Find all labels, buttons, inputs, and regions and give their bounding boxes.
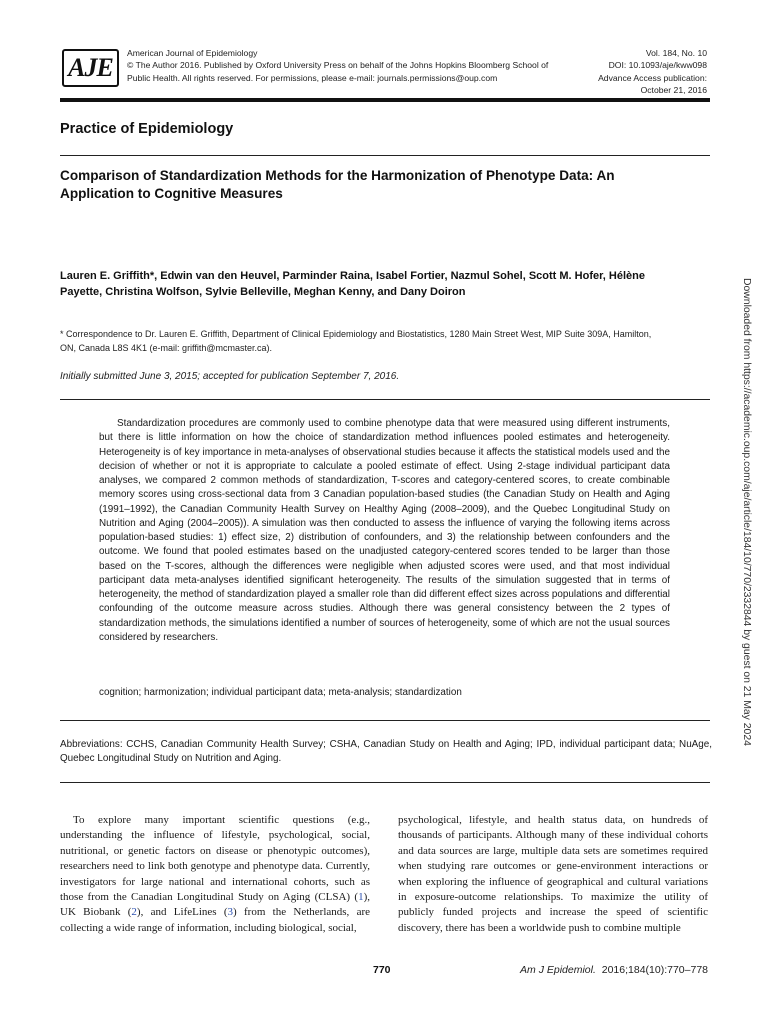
section-heading: Practice of Epidemiology bbox=[60, 121, 234, 137]
header-right bbox=[507, 47, 707, 97]
journal-logo: AJE bbox=[62, 49, 119, 87]
footer-citation bbox=[520, 964, 708, 976]
body-text: ) from the Netherlands, are collecting a wide range of information, including biological, social, bbox=[60, 906, 371, 934]
download-sidebar bbox=[740, 278, 754, 778]
copyright-line-2: Public Health. All rights reserved. For permissions, please e-mail: journals.permissions@oup.com bbox=[127, 72, 498, 83]
footer-journal: Am J Epidemiol. bbox=[520, 964, 596, 976]
body-column-right bbox=[398, 813, 708, 936]
body-text: ), UK Biobank ( bbox=[60, 891, 370, 919]
volume: Vol. 184, No. 10 bbox=[645, 48, 707, 58]
body-paragraph bbox=[60, 813, 370, 936]
doi: DOI: 10.1093/aje/kww098 bbox=[608, 60, 707, 71]
keywords: cognition; harmonization; individual participant data; meta-analysis; standardization bbox=[99, 687, 462, 698]
abstract-top-rule bbox=[60, 399, 710, 400]
correspondence: * Correspondence to Dr. Lauren E. Griffith, Department of Clinical Epidemiology and Biostatistics, 1280 Main Street West, MIP Suite 309A, Hamilton, ON, Canada L8S 4K1 (e-mail: griffith@mcmaster.ca). bbox=[60, 329, 652, 353]
copyright-line: © The Author 2016. Published by Oxford University Press on behalf of the Johns Hopkins Bloomberg School of bbox=[127, 60, 549, 71]
citation-link-2[interactable]: 2 bbox=[131, 906, 137, 919]
body-text: ), and LifeLines ( bbox=[136, 906, 228, 919]
header-left bbox=[127, 47, 557, 84]
body-text: To explore many important scientific questions (e.g., understanding the influence of lifestyle, psychological, social, nutritional, or genetic factors on disease or phenotypic outcomes), researchers need to link both genotype and phenotype data. Currently, investigators for large national and international cohorts, such as those from the Canadian Longitudinal Study on Aging (CLSA) ( bbox=[60, 814, 370, 904]
journal-name: American Journal of Epidemiology bbox=[127, 48, 258, 58]
article-title: Comparison of Standardization Methods for the Harmonization of Phenotype Data: An Application to Cognitive Measures bbox=[60, 168, 615, 201]
body-column-left bbox=[60, 813, 370, 936]
page-number: 770 bbox=[373, 964, 391, 976]
section-rule bbox=[60, 155, 710, 156]
header-rule bbox=[60, 98, 710, 102]
abstract bbox=[99, 417, 670, 645]
citation-link-1[interactable]: 1 bbox=[358, 891, 364, 904]
abbreviations: Abbreviations: CCHS, Canadian Community Health Survey; CSHA, Canadian Study on Health and Aging; IPD, individual participant data; NuAge, Quebec Longitudinal Study on Nutrition and Aging. bbox=[60, 739, 712, 764]
download-notice: Downloaded from https://academic.oup.com/aje/article/184/10/770/2332844 by guest on 21 May 2024 bbox=[741, 278, 752, 746]
advance-access: Advance Access publication: bbox=[598, 72, 707, 83]
citation-link-3[interactable]: 3 bbox=[227, 906, 234, 919]
abstract-bottom-rule bbox=[60, 720, 710, 721]
body-top-rule bbox=[60, 782, 710, 783]
publication-date: October 21, 2016 bbox=[640, 85, 707, 96]
body-paragraph: psychological, lifestyle, and health status data, on hundreds of thousands of participants. Although many of these individual cohorts and data sources are large, multiple data sets are sometimes required when studying rare outcomes or gene-environment interactions or when exploring the influence of geographical and cultural variations in exposure-outcome relationships. To maximize the utility of publicly funded projects and increase the speed of scientific discovery, there has been a worldwide push to combine multiple bbox=[398, 814, 708, 934]
author-list: Lauren E. Griffith*, Edwin van den Heuvel, Parminder Raina, Isabel Fortier, Nazmul Sohel, Scott M. Hofer, Hélène Payette, Christina Wolfson, Sylvie Belleville, Meghan Kenny, and Dany Doiron bbox=[60, 270, 645, 299]
footer-volume: 2016;184(10):770–778 bbox=[601, 964, 708, 976]
submission-dates: Initially submitted June 3, 2015; accepted for publication September 7, 2016. bbox=[60, 371, 400, 382]
abstract-text: Standardization procedures are commonly used to combine phenotype data that were measured using different instruments, but there is little information on how the choice of standardization method influences pooled estimates and heterogeneity. Heterogeneity is of key importance in meta-analyses of observational studies because it affects the statistical models used and the decision of whether or not it is appropriate to calculate a pooled estimate of effect. Using 2-stage individual participant data analyses, we compared 2 common methods of standardization, T-scores and category-centered scores, to create combinable memory scores using cross-sectional data from 3 Canadian population-based studies (the Canadian Study on Health and Aging (1991–1992), the Canadian Community Health Survey on Healthy Aging (2008–2009), and the Quebec Longitudinal Study on Nutrition and Aging (2004–2005)). A simulation was then conducted to assess the influence of varying the following items across population-based studies: 1) effect size, 2) distribution of confounders, and 3) the relationship between confounders and the outcome. We found that pooled estimates based on the unadjusted category-centered scores tended to be larger than those based on the T-scores, although the differences were negligible when adjusted scores were used, and that most individual participant data meta-analyses identified significant heterogeneity. The results of the simulation suggested that in terms of heterogeneity, the method of standardization played a smaller role than did different effect sizes across populations and differential confounding of the outcome measure across studies. Although there was general consistency between the 2 types of standardization methods, the simulations identified a number of sources of heterogeneity, some of which are not the usual sources considered by researchers. bbox=[99, 418, 670, 643]
